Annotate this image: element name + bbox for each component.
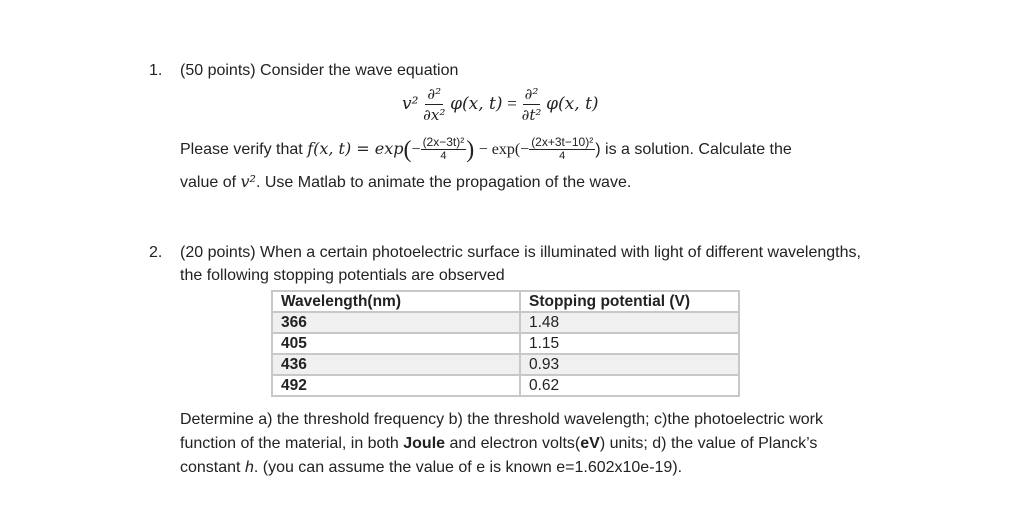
- cell-wavelength: 492: [272, 375, 520, 396]
- q2-after3: [180, 459, 682, 477]
- table-row: [272, 375, 739, 396]
- eq-rhs-num: ∂²: [524, 85, 539, 103]
- planck-h: h: [244, 459, 254, 476]
- term2-num: (2x+3t−10)²: [531, 135, 594, 150]
- ev-bold: eV: [580, 435, 600, 452]
- cell-potential: 1.15: [520, 333, 739, 354]
- cell-potential: 0.62: [520, 375, 739, 396]
- q1-verify-line: Please verify that f(x, t) = exp(− $\frac{\text{(2x−3t)²}}{4}$ ) − exp(− $\frac{\text{(2x+3t−10)²}}{4}$ ) is a solution. Calculate the: [180, 135, 792, 163]
- term1: [421, 136, 467, 163]
- eq-coef: v²: [402, 93, 419, 114]
- verify-suffix: ) is a solution. Calculate the: [595, 141, 792, 158]
- eq-rhs-den: ∂t²: [521, 106, 542, 124]
- minus-exp: − exp(−: [478, 141, 530, 158]
- q1-intro: (50 points) Consider the wave equation: [180, 62, 459, 79]
- eq-lhs-num: ∂²: [427, 85, 442, 103]
- eq-lhs-den: ∂x²: [423, 106, 446, 124]
- q2-line1: (20 points) When a certain photoelectric surface is illuminated with light of different wavelengths,: [180, 244, 861, 261]
- term2-den: 4: [559, 150, 566, 163]
- term1-den: 4: [440, 150, 447, 163]
- q1-line3: [180, 172, 631, 192]
- q2-line2: the following stopping potentials are observed: [180, 267, 505, 284]
- table-row: [272, 354, 739, 375]
- term1-num: (2x−3t)²: [422, 135, 465, 150]
- eq-lhs-derivative: [423, 84, 445, 125]
- header-potential: Stopping potential (V): [520, 291, 739, 312]
- cell-wavelength: 366: [272, 312, 520, 333]
- header-wavelength: Wavelength(nm): [272, 291, 520, 312]
- eq-rhs-fn: φ(x, t): [546, 93, 599, 114]
- after2-a: function of the material, in both: [180, 435, 404, 452]
- after3-a: constant: [180, 459, 245, 476]
- term2: [529, 136, 595, 163]
- line3-prefix: value of: [180, 174, 237, 191]
- table-row: [272, 312, 739, 333]
- cell-wavelength: 405: [272, 333, 520, 354]
- after2-c: ) units; d) the value of Planck’s: [599, 435, 818, 452]
- eq-rhs-derivative: [522, 84, 542, 125]
- f-definition: f(x, t) = exp: [307, 139, 404, 158]
- line3-suffix: . Use Matlab to animate the propagation of the wave.: [255, 174, 632, 191]
- after2-b: and electron volts(: [445, 435, 581, 452]
- q1-number: 1.: [149, 62, 163, 79]
- q2-after2: [180, 435, 817, 453]
- cell-wavelength: 436: [272, 354, 520, 375]
- wave-equation: [402, 84, 599, 125]
- table-header-row: [272, 291, 739, 312]
- after3-b: . (you can assume the value of e is known e=1.602x10e-19).: [253, 459, 683, 476]
- eq-sign: =: [507, 93, 517, 113]
- eq-lhs-fn: φ(x, t): [450, 93, 503, 114]
- table-row: [272, 333, 739, 354]
- verify-prefix: Please verify that: [180, 141, 303, 158]
- joule-bold: Joule: [403, 435, 446, 452]
- stopping-potential-table: [271, 290, 740, 397]
- cell-potential: 1.48: [520, 312, 739, 333]
- line3-var: v²: [240, 172, 256, 191]
- q2-after1: Determine a) the threshold frequency b) the threshold wavelength; c)the photoelectric work: [180, 411, 824, 428]
- cell-potential: 0.93: [520, 354, 739, 375]
- q2-number: 2.: [149, 244, 163, 261]
